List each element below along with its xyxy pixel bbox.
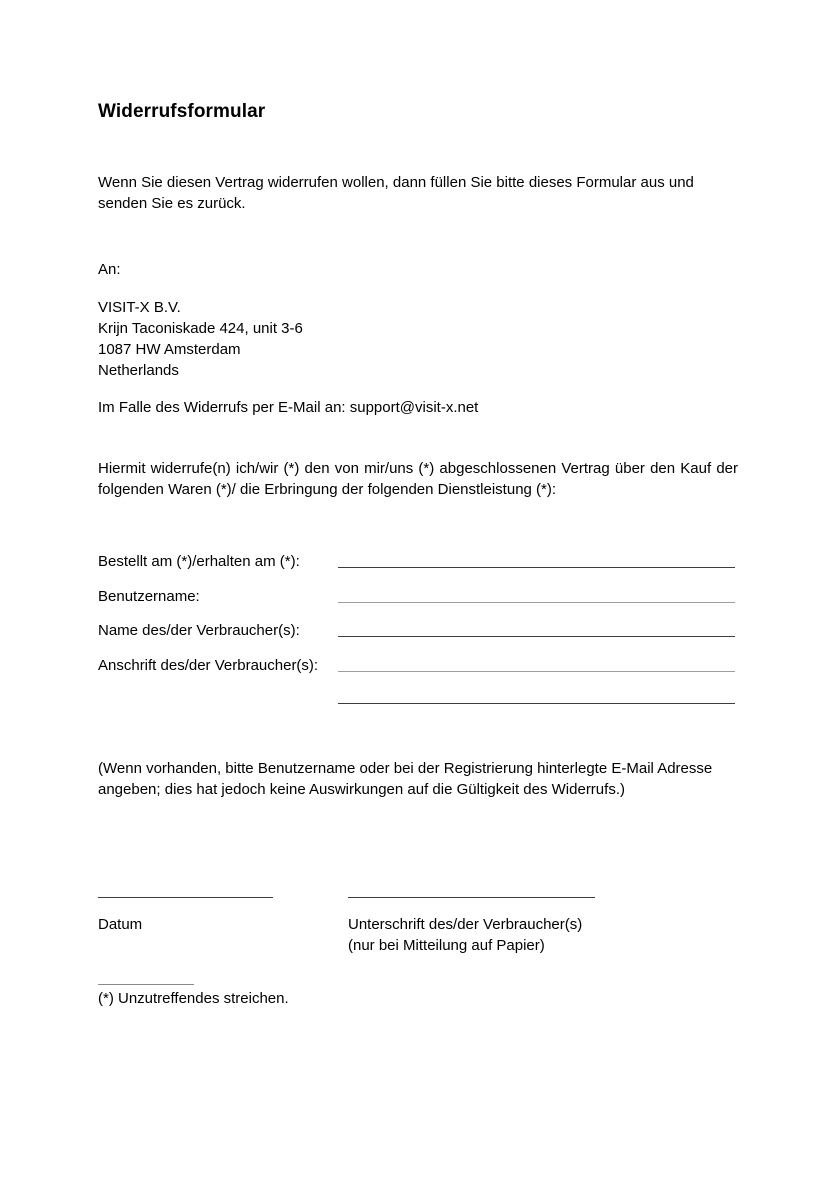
recipient-company: VISIT-X B.V. (98, 299, 181, 316)
field-line-consumer-address (338, 671, 735, 672)
date-signature-line (98, 897, 273, 898)
field-row-username (98, 586, 737, 607)
field-line-username (338, 602, 735, 603)
signature-label-block (348, 914, 678, 956)
field-line-consumer-address-2 (338, 703, 735, 704)
field-label-consumer-name: Name des/der Verbraucher(s): (98, 622, 300, 639)
field-label-order-date: Bestellt am (*)/erhalten am (*): (98, 553, 300, 570)
date-label: Datum (98, 916, 143, 933)
declaration-text: Hiermit widerrufe(n) ich/wir (*) den von mir/uns (*) abgeschlossenen Vertrag über den Kauf der folgenden Waren (*)/ die Erbringung der folgenden Dienstleistung (*): (98, 460, 738, 498)
field-row-consumer-name (98, 620, 737, 641)
consumer-signature-line (348, 897, 595, 898)
signature-paper-note: (nur bei Mitteilung auf Papier) (348, 937, 545, 954)
recipient-address-block (98, 297, 738, 381)
field-label-username: Benutzername: (98, 588, 200, 605)
intro-text: Wenn Sie diesen Vertrag widerrufen wollen, dann füllen Sie bitte dieses Formular aus und senden Sie es zurück. (98, 174, 694, 212)
footnote-separator-line (98, 984, 194, 985)
recipient-label: An: (98, 261, 121, 278)
field-line-consumer-name (338, 636, 735, 637)
field-line-order-date (338, 567, 735, 568)
page-title: Widerrufsformular (98, 101, 266, 122)
recipient-country: Netherlands (98, 362, 179, 379)
field-label-consumer-address: Anschrift des/der Verbraucher(s): (98, 657, 319, 674)
recipient-city: 1087 HW Amsterdam (98, 341, 241, 358)
field-row-order-date (98, 551, 737, 572)
signature-label: Unterschrift des/der Verbraucher(s) (348, 916, 583, 933)
email-note-text: Im Falle des Widerrufs per E-Mail an: support@visit-x.net (98, 399, 479, 416)
registration-note-text: (Wenn vorhanden, bitte Benutzername oder bei der Registrierung hinterlegte E-Mail Adresse angeben; dies hat jedoch keine Auswirkungen auf die Gültigkeit des Widerrufs.) (98, 760, 713, 798)
recipient-street: Krijn Taconiskade 424, unit 3-6 (98, 320, 303, 337)
field-row-consumer-address (98, 655, 737, 676)
footnote-text: (*) Unzutreffendes streichen. (98, 990, 289, 1007)
